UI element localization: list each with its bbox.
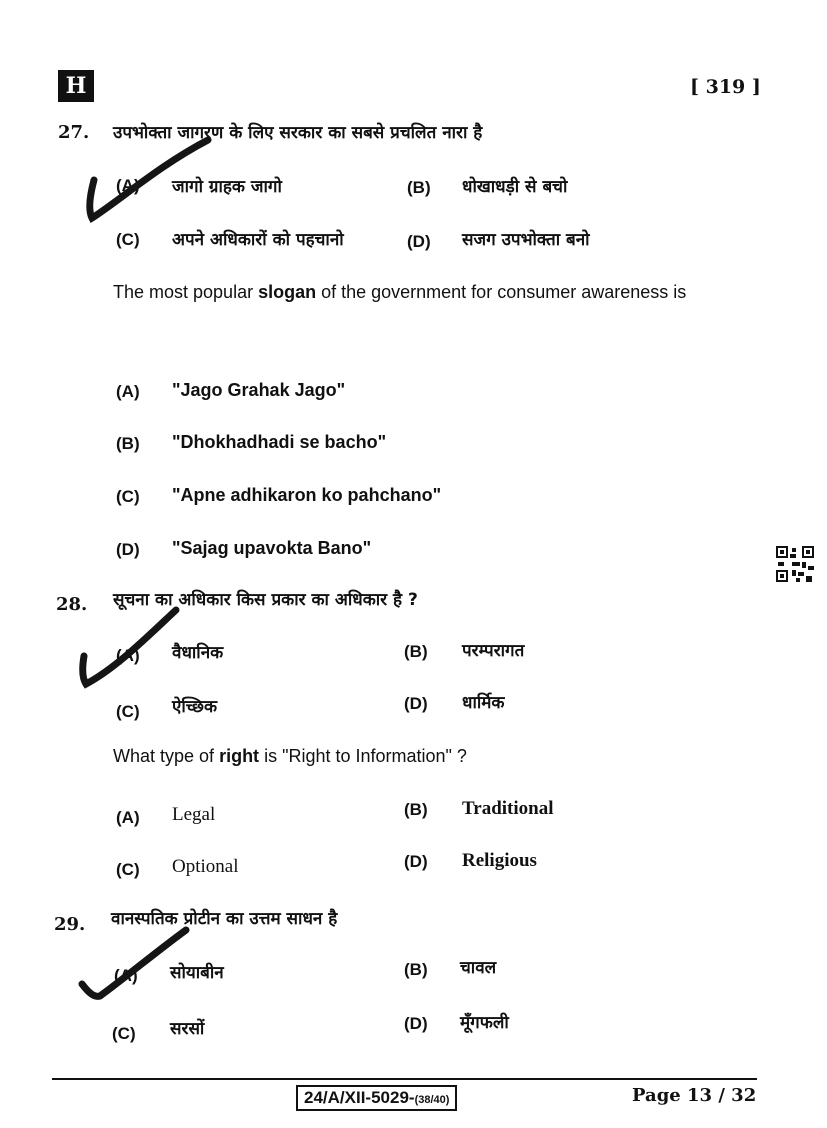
option-label: (C) — [112, 1024, 136, 1043]
option-text: Traditional — [462, 798, 554, 819]
option-label: (C) — [116, 860, 140, 879]
option-label: (D) — [407, 232, 431, 251]
option-text: धोखाधड़ी से बचो — [462, 177, 568, 197]
question-number: 28. — [56, 594, 88, 615]
footer-divider — [52, 1078, 757, 1080]
option-label: (A) — [116, 382, 140, 401]
option-label: (D) — [116, 540, 140, 559]
question-number: 27. — [58, 122, 90, 143]
option-text: ऐच्छिक — [172, 697, 218, 717]
option-text: परम्परागत — [462, 641, 525, 661]
footer-paper-code: 24/A/XII-5029-(38/40) — [296, 1085, 457, 1111]
option-label: (A) — [116, 808, 140, 827]
page-number: Page 13 / 32 — [632, 1085, 757, 1106]
option-label: (A) — [116, 176, 140, 195]
option-label: (B) — [404, 960, 428, 979]
option-label: (B) — [407, 178, 431, 197]
question-hindi: उपभोक्ता जागरण के लिए सरकार का सबसे प्रचलित नारा है — [113, 123, 483, 143]
option-text: जागो ग्राहक जागो — [172, 177, 282, 197]
option-text: सरसों — [170, 1019, 205, 1039]
option-text: "Apne adhikaron ko pahchano" — [172, 485, 442, 505]
question-hindi: सूचना का अधिकार किस प्रकार का अधिकार है ? — [113, 590, 418, 610]
option-label: (A) — [116, 646, 140, 665]
option-label: (B) — [116, 434, 140, 453]
option-text: "Dhokhadhadi se bacho" — [172, 432, 387, 452]
option-text: "Jago Grahak Jago" — [172, 380, 346, 400]
option-text: मूँगफली — [460, 1013, 509, 1033]
option-label: (A) — [114, 966, 138, 985]
option-label: (D) — [404, 1014, 428, 1033]
option-text: वैधानिक — [172, 643, 224, 663]
question-number: 29. — [54, 914, 86, 935]
question-english: What type of right is "Right to Information" ? — [113, 746, 467, 766]
option-label: (C) — [116, 230, 140, 249]
option-label: (C) — [116, 702, 140, 721]
option-text: चावल — [460, 958, 497, 978]
option-text: "Sajag upavokta Bano" — [172, 538, 372, 558]
option-label: (D) — [404, 852, 428, 871]
option-text: Religious — [462, 850, 537, 871]
option-text: Optional — [172, 856, 239, 877]
option-text: Legal — [172, 804, 216, 825]
section-letter: H — [65, 73, 87, 99]
question-hindi: वानस्पतिक प्रोटीन का उत्तम साधन है — [111, 909, 338, 929]
option-text: अपने अधिकारों को पहचानो — [172, 230, 344, 250]
option-text: धार्मिक — [462, 693, 505, 713]
qr-code-icon — [776, 546, 814, 582]
option-label: (C) — [116, 487, 140, 506]
question-english: The most popular slogan of the government for consumer awareness is — [113, 282, 687, 302]
option-text: सजग उपभोक्ता बनो — [462, 230, 590, 250]
section-letter-box — [58, 70, 94, 102]
option-label: (D) — [404, 694, 428, 713]
option-text: सोयाबीन — [170, 963, 224, 983]
option-label: (B) — [404, 800, 428, 819]
paper-code: [ 319 ] — [690, 76, 761, 98]
option-label: (B) — [404, 642, 428, 661]
